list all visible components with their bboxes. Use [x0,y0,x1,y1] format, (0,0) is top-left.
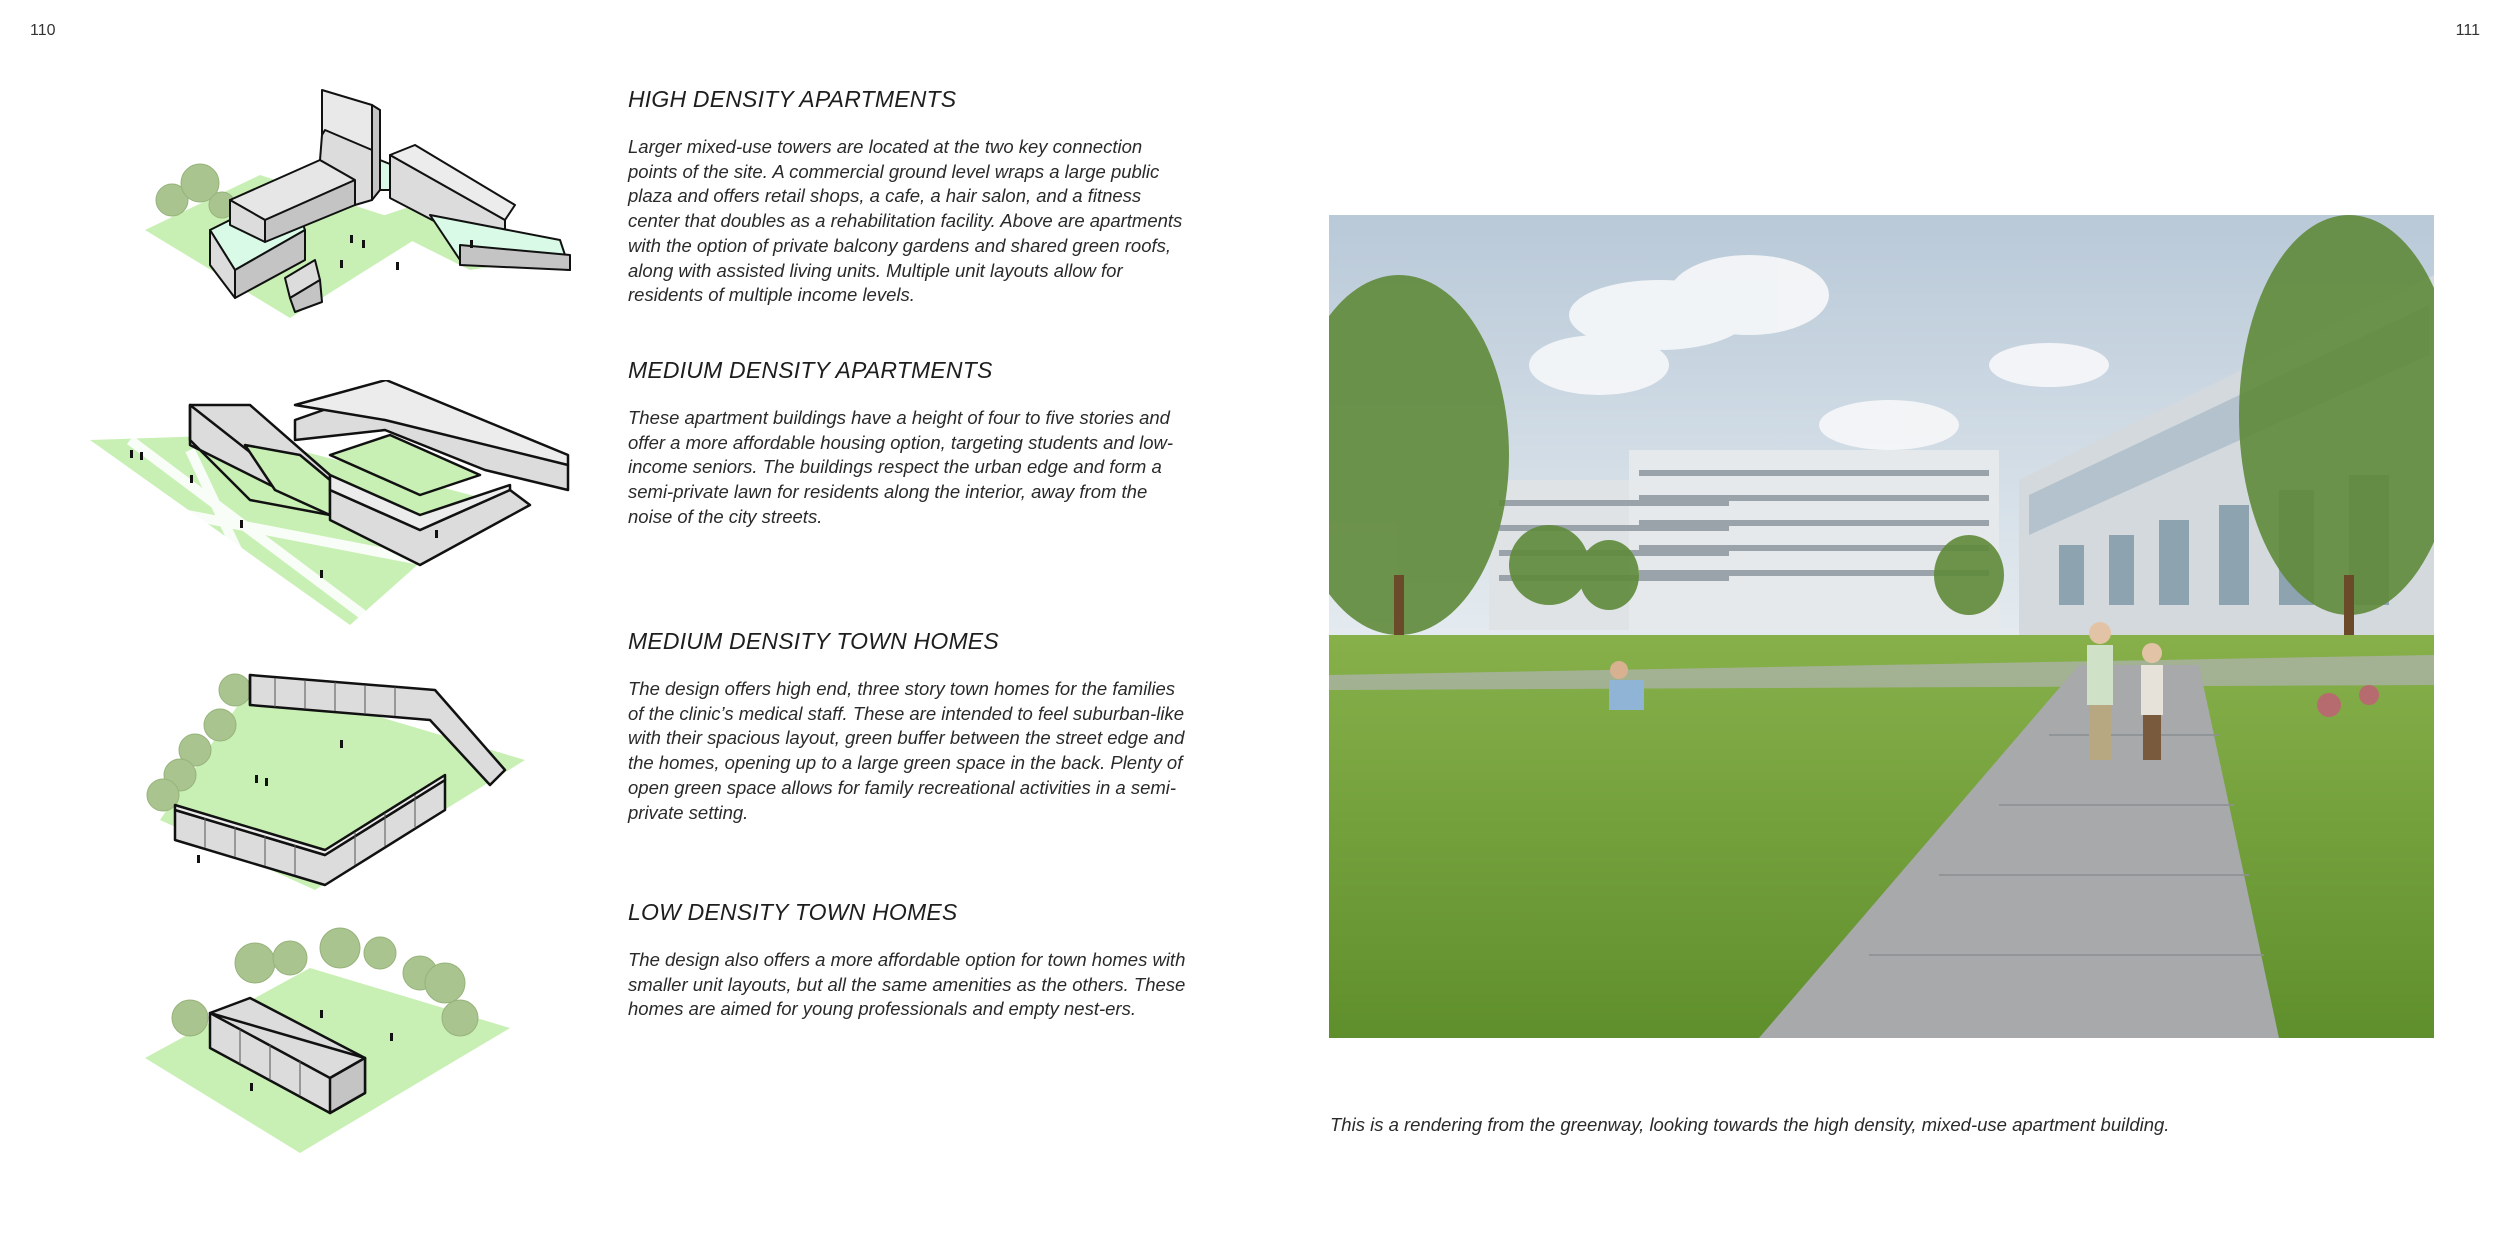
medium-density-apartments-diagram [90,380,590,630]
low-density-townhomes-diagram [140,918,520,1158]
section-medium-density-apartments [628,357,1188,530]
medium-density-townhomes-diagram [145,660,535,900]
section-low-density-townhomes [628,899,1188,1022]
page-number-left: 110 [30,22,56,39]
section-heading: MEDIUM DENSITY APARTMENTS [628,357,993,383]
section-heading: MEDIUM DENSITY TOWN HOMES [628,628,999,654]
section-body: Larger mixed-use towers are located at the two key connection points of the site. A commercial ground level wraps a large public plaza and offers retail shops, a cafe, a hair salon, and a fitness center that doubles as a rehabilitation facility. Above are apartments with the option of private balcony gardens and shared green roofs, along with assisted living units. Multiple unit layouts allow for residents of multiple income levels. [628,136,1183,306]
section-body: The design offers high end, three story town homes for the families of the clinic’s medical staff. These are intended to feel suburban-like with their spacious layout, green buffer between the street edge and the homes, opening up to a large green space in the back. Plenty of open green space allows for family recreational activities in a semi-private setting. [628,678,1185,823]
section-heading: LOW DENSITY TOWN HOMES [628,899,958,925]
section-medium-density-townhomes [628,628,1188,825]
section-high-density [628,86,1188,308]
section-body: These apartment buildings have a height of four to five stories and offer a more affordable housing option, targeting students and low-income seniors. The buildings respect the urban edge and form a semi-private lawn for residents along the interior, away from the noise of the city streets. [628,407,1174,527]
rendering-caption: This is a rendering from the greenway, looking towards the high density, mixed-use apartment building. [1330,1114,2170,1135]
page-number-right: 111 [2455,22,2480,39]
section-body: The design also offers a more affordable option for town homes with smaller unit layouts, but all the same amenities as the others. These homes are aimed for young professionals and empty nest-ers. [628,949,1186,1020]
greenway-rendering-image [1329,215,2434,1038]
section-heading: HIGH DENSITY APARTMENTS [628,86,957,112]
high-density-diagram [140,80,580,330]
